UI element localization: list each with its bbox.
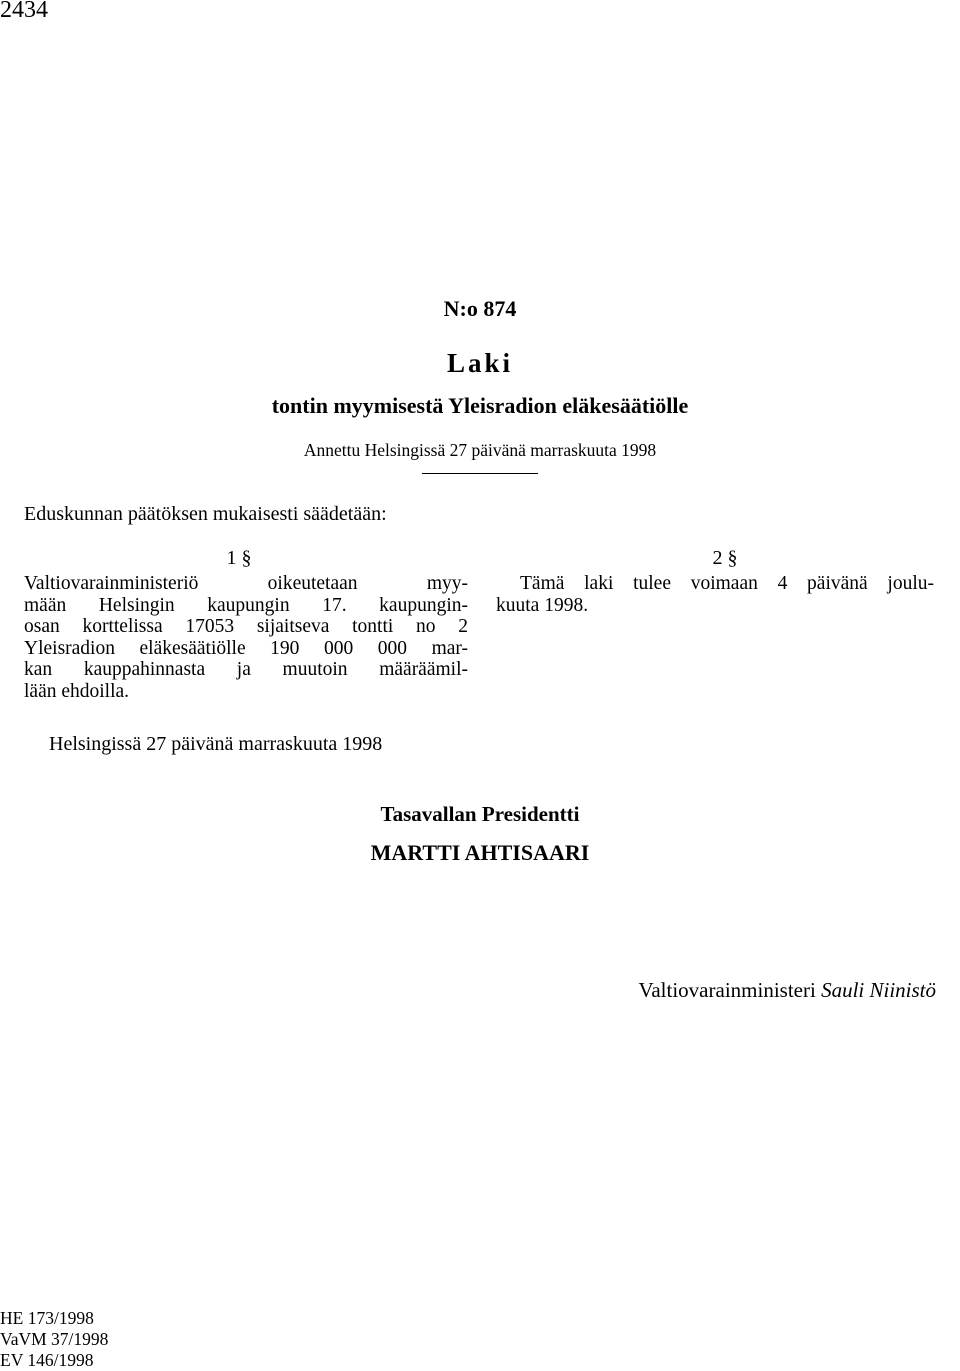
document-title: tontin myymisestä Yleisradion eläkesäätiölle [271,393,689,418]
section-1-line: Valtiovarainministeriö oikeutetaan myy- [24,573,468,594]
section-2-line: kuuta 1998. [496,594,589,616]
place-and-date: Helsingissä 27 päivänä marraskuuta 1998 [49,733,383,755]
section-2-line: Tämä laki tulee voimaan 4 päivänä joulu- [520,573,934,594]
legislative-references [0,1308,108,1371]
document-type: Laki [446,348,514,378]
given-date-line: Annettu Helsingissä 27 päivänä marraskuuta 1998 [303,440,657,460]
reference-item: VaVM 37/1998 [0,1329,109,1349]
enacting-clause: Eduskunnan päätöksen mukaisesti säädetään: [24,503,387,525]
section-1-line: Yleisradion eläkesäätiölle 190 000 000 mar- [24,637,468,659]
countersignatory-name: Sauli Niinistö [821,978,936,1002]
reference-item: HE 173/1998 [0,1308,94,1328]
title-divider [422,473,538,474]
countersignatory-role: Valtiovarainministeri [638,978,816,1002]
section-1-line: lään ehdoilla. [24,680,130,702]
section-1-heading: 1 § [226,547,252,569]
section-1-line: kan kauppahinnasta ja muutoin määräämil- [24,659,468,680]
reference-item: EV 146/1998 [0,1350,94,1370]
signatory-title: Tasavallan Presidentti [380,802,580,826]
section-2-text [496,573,934,616]
section-1-line: osan korttelissa 17053 sijaitseva tontti no 2 [24,616,468,637]
statute-number: N:o 874 [443,296,517,321]
signatory-name: MARTTI AHTISAARI [370,840,590,865]
section-1-line: mään Helsingin kaupungin 17. kaupungin- [24,594,468,616]
page-number: 2434 [0,0,48,23]
countersignature [639,978,936,1003]
section-2-heading: 2 § [712,547,738,569]
section-1-text [24,573,468,702]
